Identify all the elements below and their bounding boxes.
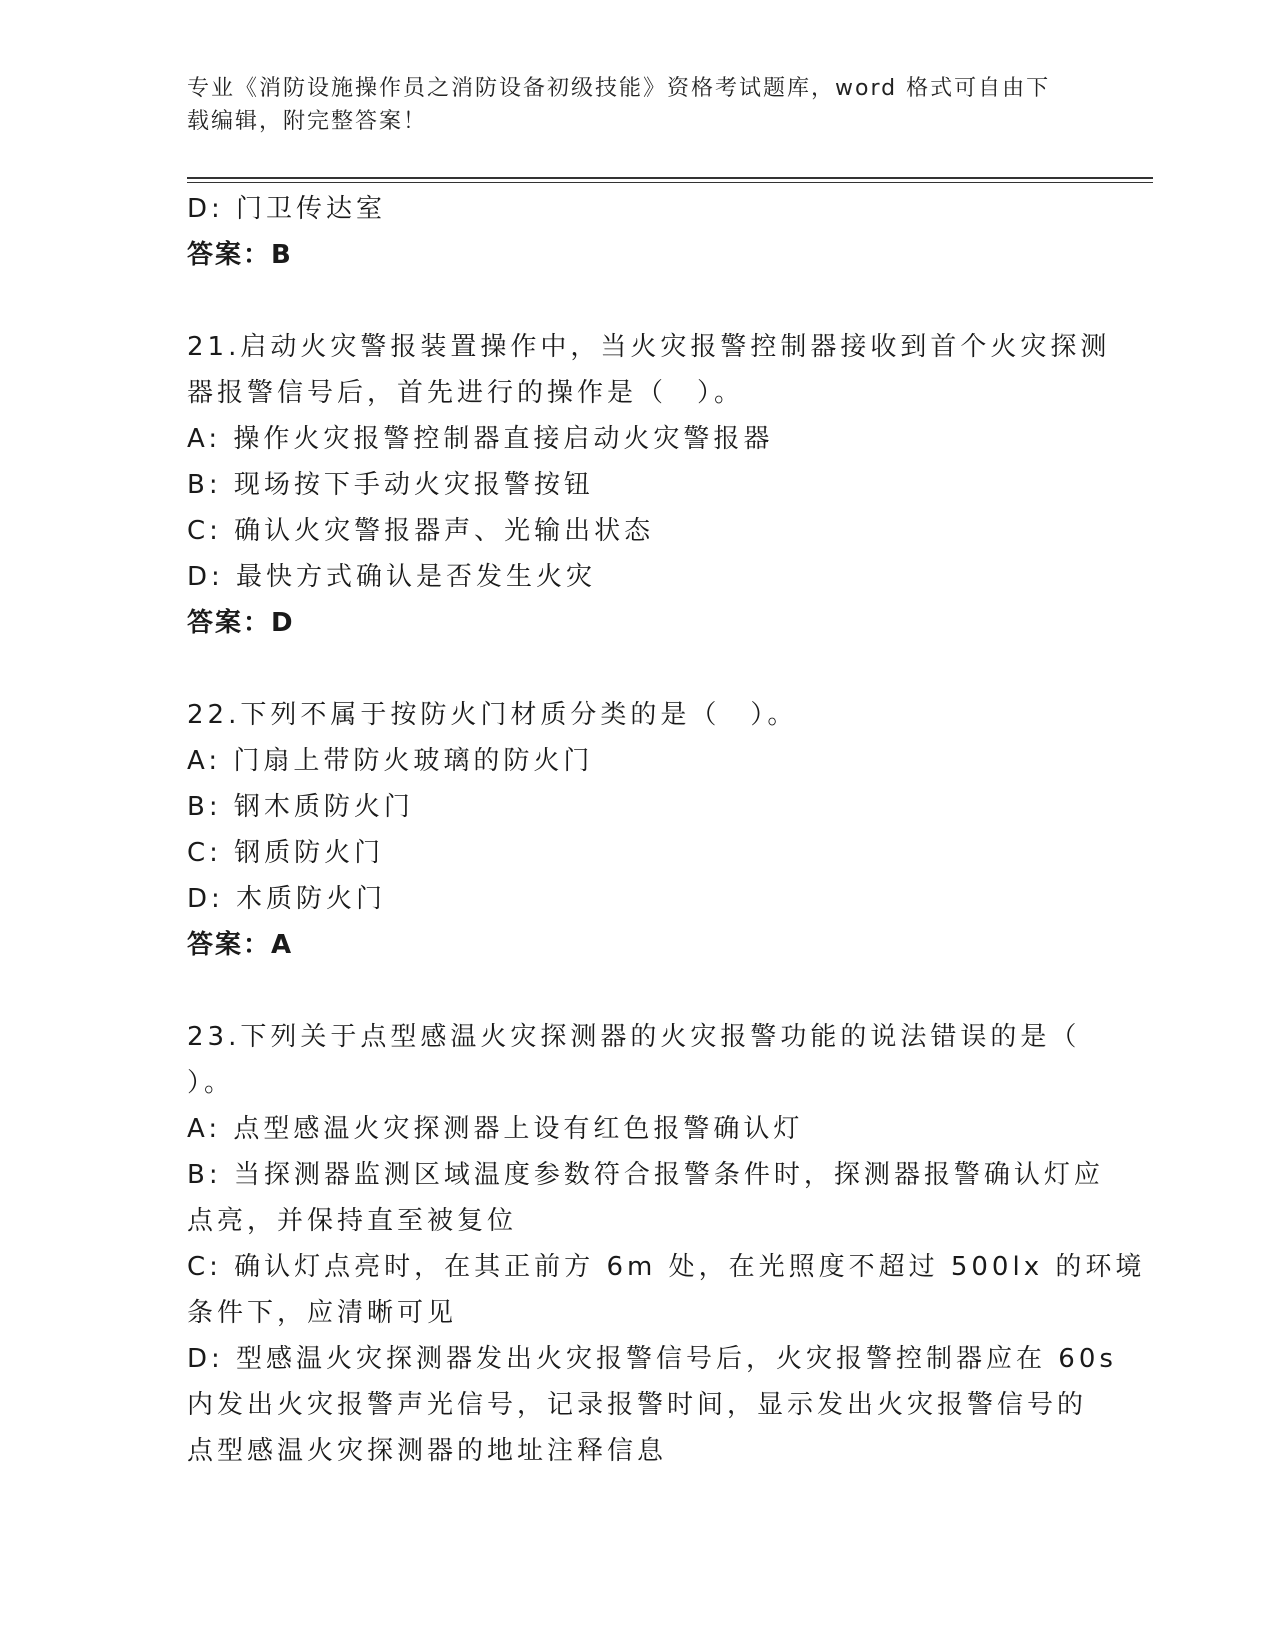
question-22	[187, 692, 1087, 968]
option-c: C: 确认火灾警报器声、光输出状态	[187, 516, 655, 546]
option-b: B: 当探测器监测区域温度参数符合报警条件时，探测器报警确认灯应	[187, 1160, 1104, 1190]
question-stem-continued: 器报警信号后，首先进行的操作是（ ）。	[187, 378, 745, 408]
answer-line: 答案：B	[187, 240, 293, 270]
option-b: B: 现场按下手动火灾报警按钮	[187, 470, 594, 500]
previous-question-tail	[187, 186, 1087, 278]
option-d: D: 最快方式确认是否发生火灾	[187, 562, 597, 592]
header-divider-thin	[187, 182, 1153, 183]
question-stem: 23.下列关于点型感温火灾探测器的火灾报警功能的说法错误的是（	[187, 1022, 1081, 1052]
document-body	[187, 186, 1146, 1474]
option-d-continued: 点型感温火灾探测器的地址注释信息	[187, 1436, 668, 1466]
answer-line: 答案：D	[187, 608, 295, 638]
option-b: B: 钢木质防火门	[187, 792, 414, 822]
answer-line: 答案：A	[187, 930, 294, 960]
option-d-continued: 内发出火灾报警声光信号，记录报警时间，显示发出火灾报警信号的	[187, 1390, 1088, 1420]
question-23	[187, 1014, 1146, 1474]
option-d: D: 门卫传达室	[187, 194, 387, 224]
header-line-1: 专业《消防设施操作员之消防设备初级技能》资格考试题库，word 格式可自由下	[187, 76, 1051, 101]
option-c: C: 确认灯点亮时，在其正前方 6m 处，在光照度不超过 500lx 的环境	[187, 1252, 1146, 1282]
option-d: D: 型感温火灾探测器发出火灾报警信号后，火灾报警控制器应在 60s	[187, 1344, 1117, 1374]
option-c-continued: 条件下，应清晰可见	[187, 1298, 458, 1328]
option-b-continued: 点亮，并保持直至被复位	[187, 1206, 518, 1236]
document-header	[187, 72, 1067, 138]
question-21	[187, 324, 1111, 646]
option-c: C: 钢质防火门	[187, 838, 385, 868]
question-stem: 21.启动火灾警报装置操作中，当火灾报警控制器接收到首个火灾探测	[187, 332, 1111, 362]
option-d: D: 木质防火门	[187, 884, 387, 914]
header-divider-thick	[187, 177, 1153, 179]
option-a: A: 操作火灾报警控制器直接启动火灾警报器	[187, 424, 774, 454]
question-stem-continued: ）。	[187, 1068, 235, 1098]
question-stem: 22.下列不属于按防火门材质分类的是（ ）。	[187, 700, 798, 730]
option-a: A: 门扇上带防火玻璃的防火门	[187, 746, 594, 776]
option-a: A: 点型感温火灾探测器上设有红色报警确认灯	[187, 1114, 804, 1144]
header-line-2: 载编辑，附完整答案！	[187, 109, 428, 134]
